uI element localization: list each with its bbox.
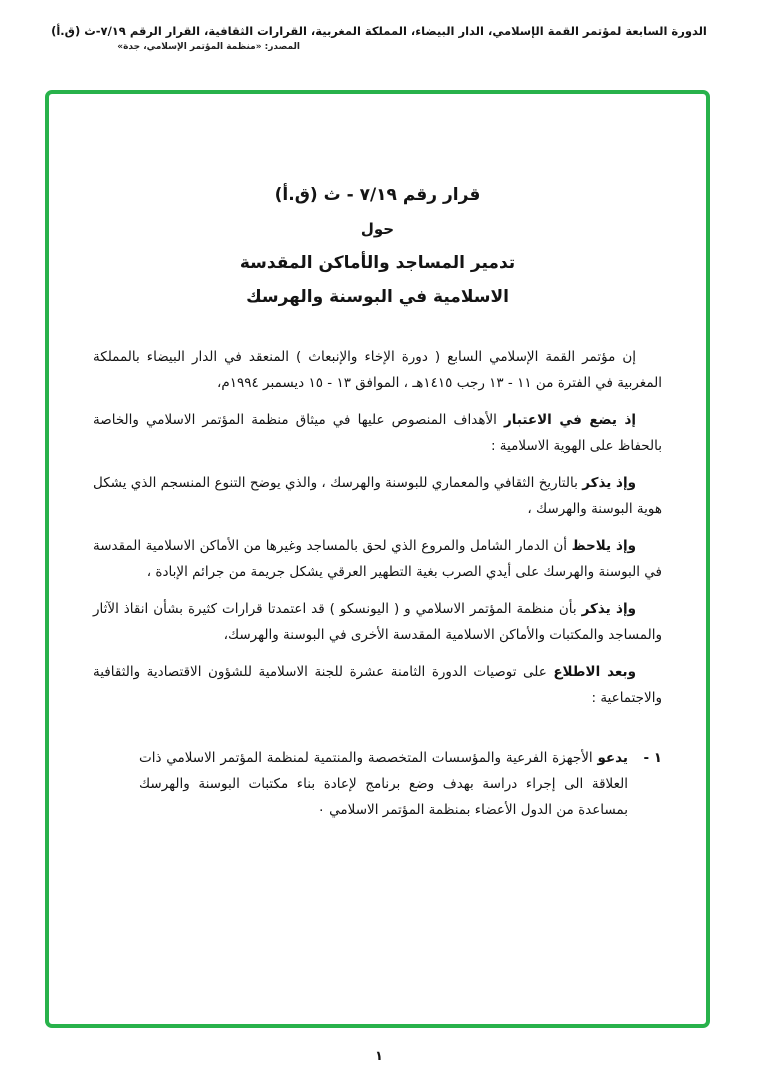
source-line: المصدر: «منظمة المؤتمر الإسلامي، جدة» xyxy=(117,42,300,52)
title-line-regarding: حول xyxy=(360,220,395,238)
paragraph-text: بالتاريخ الثقافي والمعماري للبوسنة والهرسك ، والذي يوضح التنوع المنسجم الذي يشكل هوية البوسنة والهرسك ، xyxy=(93,475,662,517)
resolution-title xyxy=(93,178,662,314)
citation-line: الدورة السابعة لمؤتمر القمة الإسلامي، الدار البيضاء، المملكة المغربية، القرارات الثقافية، القرار الرقم ٧/١٩-ث (ق.أ) xyxy=(51,24,707,38)
title-line-subject-1: تدمير المساجد والأماكن المقدسة xyxy=(239,253,516,273)
list-item-lead: يدعو xyxy=(597,750,629,766)
body-paragraph-considering xyxy=(93,407,662,459)
title-line-subject-2: الاسلامية في البوسنة والهرسك xyxy=(246,287,509,307)
paragraph-lead: إذ يضع في الاعتبار xyxy=(504,412,636,428)
body-paragraph-recalling-resolutions xyxy=(93,596,662,648)
list-item-text xyxy=(139,745,628,823)
list-item-body: الأجهزة الفرعية والمؤسسات المتخصصة والمنتمية لمنظمة المؤتمر الاسلامي ذات العلاقة الى إجراء دراسة بهدف وضع برنامج لإعادة بناء مكتبات البوسنة والهرسك بمساعدة من الدول الأعضاء بمنظمة المؤتمر الاسلامي ٠ xyxy=(139,750,628,818)
operative-list xyxy=(93,745,662,823)
body-paragraph-noting-destruction xyxy=(93,533,662,585)
citation-header xyxy=(0,0,758,52)
document-frame xyxy=(45,90,710,1028)
paragraph-text: أن الدمار الشامل والمروع الذي لحق بالمساجد وغيرها من الأماكن الاسلامية المقدسة في البوسنة والهرسك على أيدي الصرب بغية التطهير العرقي يشكل جريمة من جرائم الإبادة ، xyxy=(93,538,662,580)
paragraph-lead: وإذ يذكر xyxy=(582,475,637,491)
page-number: ١ xyxy=(375,1049,383,1064)
resolution-body xyxy=(93,344,662,711)
paragraph-text: بأن منظمة المؤتمر الاسلامي و ( اليونسكو ) قد اعتمدتا قرارات كثيرة بشأن انقاذ الآثار والمساجد والمكتبات والأماكن الاسلامية المقدسة الأخرى في البوسنة والهرسك، xyxy=(93,601,662,643)
paragraph-text: إن مؤتمر القمة الإسلامي السابع ( دورة الإخاء والإنبعاث ) المنعقد في الدار البيضاء بالمملكة المغربية في الفترة من ١١ - ١٣ رجب ١٤١٥هـ ، الموافق ١٣ - ١٥ ديسمبر ١٩٩٤م، xyxy=(93,349,662,391)
paragraph-text: الأهداف المنصوص عليها في ميثاق منظمة المؤتمر الاسلامي والخاصة بالحفاظ على الهوية الاسلامية : xyxy=(93,412,662,454)
body-paragraph-having-reviewed xyxy=(93,659,662,711)
list-item-number: ١ - xyxy=(643,750,662,766)
title-line-resolution-number: قرار رقم ٧/١٩ - ث (ق.أ) xyxy=(274,185,481,205)
body-paragraph-recalling-heritage xyxy=(93,470,662,522)
paragraph-lead: وإذ يلاحظ xyxy=(571,538,637,554)
paragraph-lead: وإذ يذكر xyxy=(581,601,636,617)
paragraph-lead: وبعد الاطلاع xyxy=(553,664,637,680)
list-item-1 xyxy=(93,745,662,823)
paragraph-text: على توصيات الدورة الثامنة عشرة للجنة الاسلامية للشؤون الاقتصادية والثقافية والاجتماعية : xyxy=(93,664,662,706)
body-paragraph-preamble xyxy=(93,344,662,396)
